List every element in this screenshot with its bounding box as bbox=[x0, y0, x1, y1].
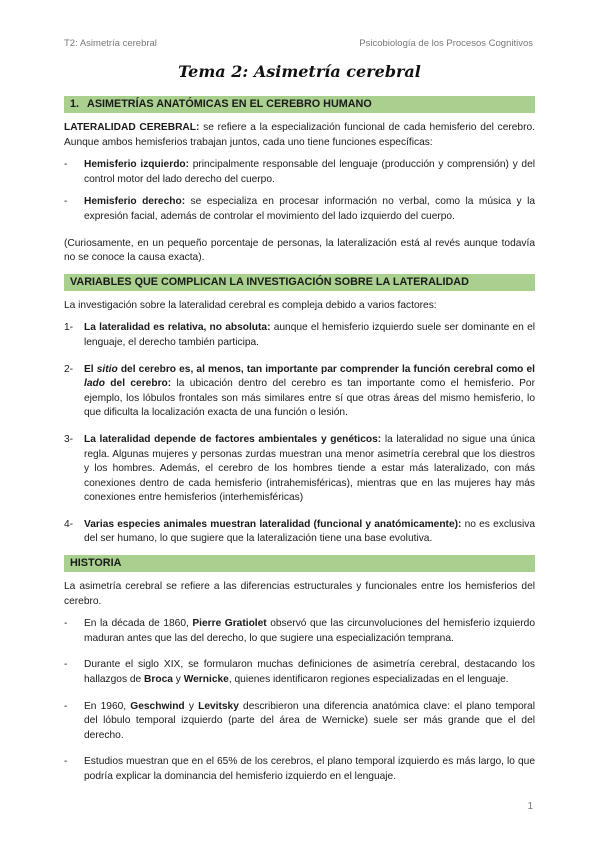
term: Broca bbox=[144, 674, 173, 686]
section-heading-2 bbox=[64, 274, 535, 291]
term: Pierre Gratiolet bbox=[192, 618, 267, 630]
list-marker: 3- bbox=[64, 433, 74, 445]
list-marker: 2- bbox=[64, 363, 74, 375]
list-marker: - bbox=[64, 659, 68, 671]
term: La lateralidad depende de factores ambientales y genéticos: bbox=[84, 433, 382, 445]
term: LATERALIDAD CEREBRAL: bbox=[64, 122, 200, 133]
section-number: 1. bbox=[70, 98, 80, 110]
text: y bbox=[172, 674, 184, 686]
text: , quienes identificaron regiones especializadas en el lenguaje. bbox=[228, 674, 509, 686]
text: En 1960, bbox=[84, 700, 131, 712]
paragraph-intro: La investigación sobre la lateralidad cerebral es compleja debido a varios factores: bbox=[64, 299, 437, 311]
section-title: HISTORIA bbox=[70, 557, 122, 570]
term: Hemisferio izquierdo: bbox=[84, 159, 190, 171]
list-item bbox=[64, 700, 535, 744]
list-marker: - bbox=[64, 159, 68, 171]
section-title: ASIMETRÍAS ANATÓMICAS EN EL CEREBRO HUMANO bbox=[87, 98, 372, 110]
term: del cerebro es, al menos, tan importante par comprender la función cerebral como el bbox=[117, 363, 535, 375]
text: se especializa en procesar información no verbal, como la música y la expresión facial, además de controlar el movimiento del lado izquierdo del cuerpo. bbox=[84, 196, 535, 222]
term: El bbox=[84, 363, 97, 375]
list-marker: - bbox=[64, 700, 68, 712]
term: Levitsky bbox=[198, 700, 239, 712]
paragraph-note: (Curiosamente, en un pequeño porcentaje de personas, la lateralización está al revés aunque todavía no se conoce la causa exacta). bbox=[64, 237, 535, 264]
term: La lateralidad es relativa, no absoluta: bbox=[84, 322, 271, 334]
list-item bbox=[64, 617, 535, 646]
term: Geschwind bbox=[130, 700, 185, 712]
list-item bbox=[64, 195, 535, 224]
term: Wernicke bbox=[183, 674, 229, 686]
content bbox=[64, 96, 535, 793]
section-title: VARIABLES QUE COMPLICAN LA INVESTIGACIÓN SOBRE LA LATERALIDAD bbox=[70, 275, 469, 288]
text: observó que las circunvoluciones del hemisferio izquierdo maduran antes que las del derecho, lo que sugiere una especialización temprana. bbox=[84, 618, 535, 644]
text: En la década de 1860, bbox=[84, 618, 193, 630]
header-left: T2: Asimetría cerebral bbox=[64, 38, 157, 49]
text: no es exclusiva del ser humano, lo que sugiere que la lateralización tiene una base evolutiva. bbox=[84, 518, 535, 545]
section-heading-1 bbox=[64, 96, 535, 113]
list-item bbox=[64, 518, 535, 547]
list-marker: - bbox=[64, 756, 68, 768]
term-italic: sitio bbox=[96, 363, 118, 375]
section-heading-3 bbox=[64, 555, 535, 572]
list-item bbox=[64, 158, 535, 187]
list-item bbox=[64, 321, 535, 350]
text: la ubicación dentro del cerebro es tan importante como el hemisferio. Por ejemplo, los lóbulos frontales son más similares entre sí que otras áreas del mismo hemisferio, lo que dificulta la localización exacta de una función o lesión. bbox=[84, 378, 535, 419]
text: la lateralidad no sigue una única regla. Algunas mujeres y personas zurdas muestran una menor asimetría cerebral que los diestros y los hombres. Además, el cerebro de los hombres tiende a estar más lateralizado, con más conexiones dentro de cada hemisferio (intrahemisféricas), mientras que en las mujeres hay más conexiones entre hemisferios (interhemisféricas) bbox=[84, 433, 535, 504]
text: principalmente responsable del lenguaje (producción y comprensión) y del control motor del lado derecho del cuerpo. bbox=[84, 159, 535, 185]
term-italic: lado bbox=[84, 378, 105, 390]
text: describieron una diferencia anatómica clave: el plano temporal del lóbulo temporal izquierdo (parte del área de Wernicke) suele ser más grande que el del derecho. bbox=[84, 700, 535, 741]
page-number: 1 bbox=[527, 801, 533, 812]
text: Durante el siglo XIX, se formularon muchas definiciones de asimetría cerebral, destacando los hallazgos de bbox=[84, 659, 535, 686]
text: se refiere a la especialización funcional de cada hemisferio del cerebro. Aunque ambos hemisferios trabajan juntos, cada uno tiene funciones específicas: bbox=[64, 122, 535, 148]
list-item bbox=[64, 363, 535, 421]
list-item bbox=[64, 755, 535, 784]
list-item bbox=[64, 658, 535, 687]
paragraph-lateralidad bbox=[64, 121, 535, 150]
list-marker: 1- bbox=[64, 322, 74, 334]
text: Estudios muestran que en el 65% de los cerebros, el plano temporal izquierdo es más largo, lo que podría explicar la dominancia del hemisferio izquierdo en el lenguaje. bbox=[84, 756, 535, 782]
list-marker: - bbox=[64, 196, 68, 208]
page-title: Tema 2: Asimetría cerebral bbox=[178, 62, 421, 81]
term: Varias especies animales muestran lateralidad (funcional y anatómicamente): bbox=[84, 518, 462, 530]
term: del cerebro: bbox=[104, 378, 172, 390]
term: Hemisferio derecho: bbox=[84, 196, 186, 208]
header-right: Psicobiología de los Procesos Cognitivos bbox=[359, 38, 533, 49]
list-marker: - bbox=[64, 618, 68, 630]
text: aunque el hemisferio izquierdo suele ser dominante en el lenguaje, el derecho también participa. bbox=[84, 322, 535, 348]
list-item bbox=[64, 433, 535, 506]
text: y bbox=[184, 700, 199, 712]
list-marker: 4- bbox=[64, 518, 74, 530]
paragraph-intro: La asimetría cerebral se refiere a las diferencias estructurales y funcionales entre los hemisferios del cerebro. bbox=[64, 581, 535, 607]
